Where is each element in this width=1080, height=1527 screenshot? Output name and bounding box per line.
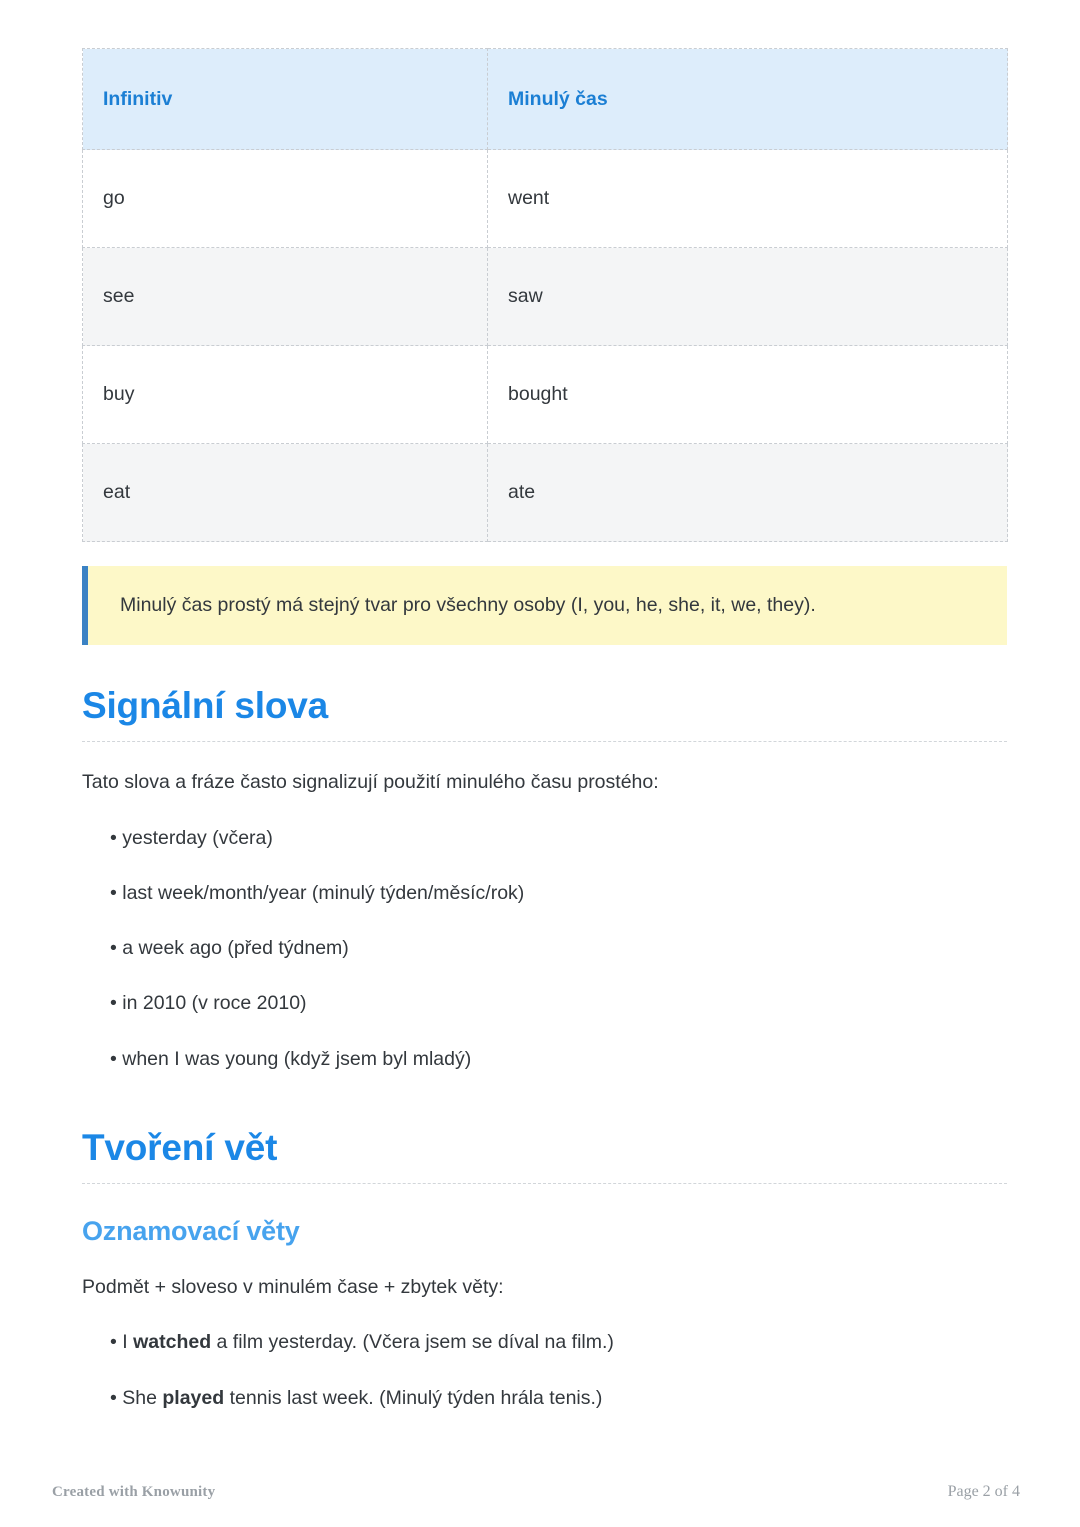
- page-footer: [0, 1457, 1080, 1527]
- cell-past: went: [488, 150, 1008, 248]
- cell-infinitive: buy: [83, 346, 488, 444]
- list-item: • last week/month/year (minulý týden/měsíc/rok): [110, 866, 1008, 921]
- table-row: [83, 346, 1008, 444]
- table-body: [83, 150, 1008, 542]
- cell-infinitive: go: [83, 150, 488, 248]
- list-item: [110, 1315, 1008, 1370]
- cell-infinitive: eat: [83, 444, 488, 542]
- table-row: [83, 444, 1008, 542]
- cell-past: ate: [488, 444, 1008, 542]
- sentence-examples-list: [82, 1315, 1008, 1426]
- signal-words-list: [82, 811, 1008, 1087]
- example-prefix: I: [122, 1331, 134, 1354]
- cell-past: bought: [488, 346, 1008, 444]
- cell-infinitive: see: [83, 248, 488, 346]
- example-suffix: a film yesterday. (Včera jsem se díval na film.): [211, 1331, 614, 1354]
- footer-page-number: Page 2 of 4: [947, 1483, 1020, 1500]
- info-callout: Minulý čas prostý má stejný tvar pro všechny osoby (I, you, he, she, it, we, they).: [82, 566, 1007, 645]
- example-verb: watched: [133, 1331, 212, 1354]
- section-heading-signal-words: Signální slova: [82, 685, 1007, 742]
- example-verb: played: [162, 1386, 225, 1409]
- table-header-row: [83, 49, 1008, 150]
- column-header-past: Minulý čas: [488, 49, 1008, 150]
- example-suffix: tennis last week. (Minulý týden hrála tenis.): [224, 1386, 603, 1409]
- example-prefix: She: [122, 1386, 163, 1409]
- cell-past: saw: [488, 248, 1008, 346]
- list-item: • a week ago (před týdnem): [110, 921, 1008, 976]
- footer-brand: Created with Knowunity: [52, 1483, 216, 1500]
- table-row: [83, 150, 1008, 248]
- table-header: [83, 49, 1008, 150]
- sentence-building-intro: Podmět + sloveso v minulém čase + zbytek věty:: [82, 1276, 504, 1299]
- signal-words-intro: Tato slova a fráze často signalizují použití minulého času prostého:: [82, 771, 659, 794]
- section-heading-sentence-building: Tvoření vět: [82, 1127, 1007, 1184]
- column-header-infinitive: Infinitiv: [83, 49, 488, 150]
- list-item: • yesterday (včera): [110, 811, 1008, 866]
- list-item: [110, 1371, 1008, 1426]
- irregular-verbs-table: [82, 48, 1008, 542]
- list-item: • in 2010 (v roce 2010): [110, 976, 1008, 1031]
- subsection-heading-declarative: Oznamovací věty: [82, 1216, 300, 1247]
- table-row: [83, 248, 1008, 346]
- list-item: • when I was young (když jsem byl mladý): [110, 1032, 1008, 1087]
